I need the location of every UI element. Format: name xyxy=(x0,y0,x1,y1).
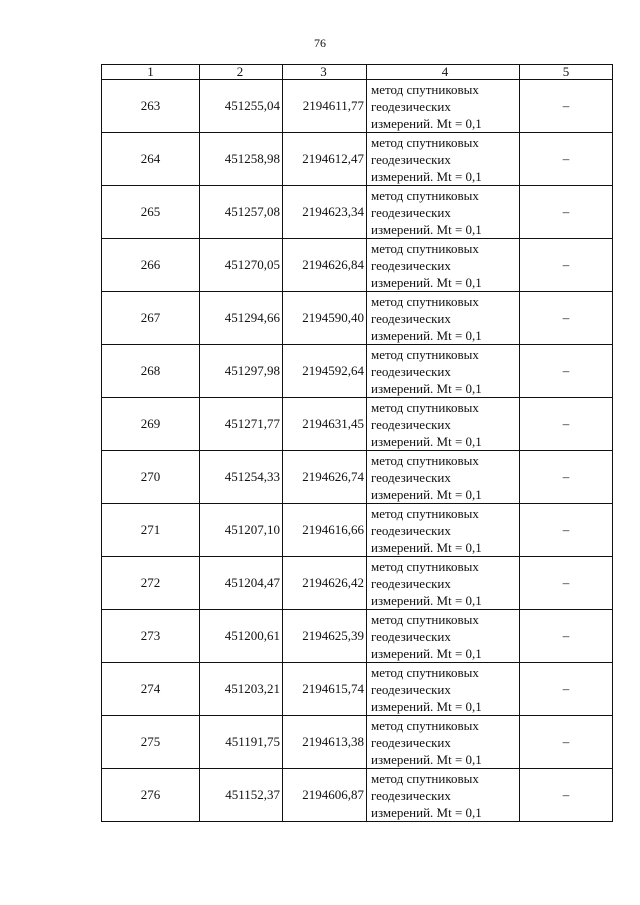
method-text-line: геодезических xyxy=(371,416,451,432)
method-text-line: метод спутниковых xyxy=(371,452,479,468)
column-header-2: 2 xyxy=(200,65,283,80)
y-coordinate-cell: 2194611,77 xyxy=(283,80,367,133)
note-cell: – xyxy=(520,398,613,451)
y-coordinate-cell: 2194606,87 xyxy=(283,769,367,822)
y-coordinate-cell: 2194615,74 xyxy=(283,663,367,716)
method-cell xyxy=(367,610,520,663)
method-text-line: метод спутниковых xyxy=(371,240,479,256)
y-coordinate-cell: 2194626,74 xyxy=(283,451,367,504)
method-text-line: геодезических xyxy=(371,681,451,697)
method-text-line: геодезических xyxy=(371,257,451,273)
method-text-line: метод спутниковых xyxy=(371,134,479,150)
column-header-3: 3 xyxy=(283,65,367,80)
point-number-cell: 268 xyxy=(102,345,200,398)
x-coordinate-cell: 451257,08 xyxy=(200,186,283,239)
table-row xyxy=(102,133,613,186)
x-coordinate-cell: 451203,21 xyxy=(200,663,283,716)
y-coordinate-cell: 2194590,40 xyxy=(283,292,367,345)
column-header-1: 1 xyxy=(102,65,200,80)
table-row xyxy=(102,504,613,557)
x-coordinate-cell: 451152,37 xyxy=(200,769,283,822)
method-text-line: метод спутниковых xyxy=(371,717,479,733)
x-coordinate-cell: 451191,75 xyxy=(200,716,283,769)
note-cell: – xyxy=(520,133,613,186)
method-cell xyxy=(367,398,520,451)
method-cell xyxy=(367,769,520,822)
method-text-line: метод спутниковых xyxy=(371,558,479,574)
method-cell xyxy=(367,716,520,769)
method-text-line: геодезических xyxy=(371,151,451,167)
method-text-line: измерений. Mt = 0,1 xyxy=(371,486,482,502)
point-number-cell: 267 xyxy=(102,292,200,345)
table-row xyxy=(102,716,613,769)
point-number-cell: 275 xyxy=(102,716,200,769)
y-coordinate-cell: 2194626,84 xyxy=(283,239,367,292)
method-text-line: метод спутниковых xyxy=(371,346,479,362)
x-coordinate-cell: 451255,04 xyxy=(200,80,283,133)
x-coordinate-cell: 451258,98 xyxy=(200,133,283,186)
note-cell: – xyxy=(520,451,613,504)
x-coordinate-cell: 451270,05 xyxy=(200,239,283,292)
method-cell xyxy=(367,186,520,239)
method-text-line: метод спутниковых xyxy=(371,187,479,203)
point-number-cell: 265 xyxy=(102,186,200,239)
method-text-line: измерений. Mt = 0,1 xyxy=(371,380,482,396)
page-number: 76 xyxy=(314,36,326,50)
table-row xyxy=(102,451,613,504)
method-text-line: измерений. Mt = 0,1 xyxy=(371,592,482,608)
point-number-cell: 276 xyxy=(102,769,200,822)
y-coordinate-cell: 2194612,47 xyxy=(283,133,367,186)
method-text-line: измерений. Mt = 0,1 xyxy=(371,804,482,820)
table-header-row xyxy=(102,65,613,80)
table-row xyxy=(102,557,613,610)
method-text-line: метод спутниковых xyxy=(371,664,479,680)
x-coordinate-cell: 451254,33 xyxy=(200,451,283,504)
x-coordinate-cell: 451271,77 xyxy=(200,398,283,451)
method-text-line: метод спутниковых xyxy=(371,293,479,309)
method-text-line: измерений. Mt = 0,1 xyxy=(371,698,482,714)
method-text-line: геодезических xyxy=(371,363,451,379)
table-row xyxy=(102,186,613,239)
y-coordinate-cell: 2194631,45 xyxy=(283,398,367,451)
method-text-line: метод спутниковых xyxy=(371,81,479,97)
method-cell xyxy=(367,133,520,186)
point-number-cell: 266 xyxy=(102,239,200,292)
point-number-cell: 269 xyxy=(102,398,200,451)
x-coordinate-cell: 451294,66 xyxy=(200,292,283,345)
method-text-line: измерений. Mt = 0,1 xyxy=(371,221,482,237)
method-text-line: измерений. Mt = 0,1 xyxy=(371,539,482,555)
point-number-cell: 263 xyxy=(102,80,200,133)
point-number-cell: 271 xyxy=(102,504,200,557)
coordinates-table xyxy=(101,64,613,822)
method-text-line: измерений. Mt = 0,1 xyxy=(371,433,482,449)
x-coordinate-cell: 451200,61 xyxy=(200,610,283,663)
y-coordinate-cell: 2194592,64 xyxy=(283,345,367,398)
method-text-line: метод спутниковых xyxy=(371,611,479,627)
note-cell: – xyxy=(520,663,613,716)
method-cell xyxy=(367,663,520,716)
note-cell: – xyxy=(520,716,613,769)
table-body xyxy=(102,80,613,822)
method-text-line: геодезических xyxy=(371,469,451,485)
method-cell xyxy=(367,345,520,398)
method-cell xyxy=(367,504,520,557)
table-row xyxy=(102,80,613,133)
note-cell: – xyxy=(520,292,613,345)
method-text-line: измерений. Mt = 0,1 xyxy=(371,274,482,290)
y-coordinate-cell: 2194623,34 xyxy=(283,186,367,239)
method-cell xyxy=(367,557,520,610)
method-text-line: метод спутниковых xyxy=(371,770,479,786)
method-cell xyxy=(367,451,520,504)
table-row xyxy=(102,345,613,398)
note-cell: – xyxy=(520,345,613,398)
x-coordinate-cell: 451297,98 xyxy=(200,345,283,398)
table-row xyxy=(102,239,613,292)
note-cell: – xyxy=(520,239,613,292)
method-cell xyxy=(367,239,520,292)
method-text-line: геодезических xyxy=(371,575,451,591)
y-coordinate-cell: 2194625,39 xyxy=(283,610,367,663)
point-number-cell: 273 xyxy=(102,610,200,663)
note-cell: – xyxy=(520,80,613,133)
method-text-line: метод спутниковых xyxy=(371,399,479,415)
method-text-line: метод спутниковых xyxy=(371,505,479,521)
note-cell: – xyxy=(520,557,613,610)
method-text-line: геодезических xyxy=(371,98,451,114)
y-coordinate-cell: 2194626,42 xyxy=(283,557,367,610)
note-cell: – xyxy=(520,610,613,663)
method-text-line: геодезических xyxy=(371,787,451,803)
column-header-4: 4 xyxy=(367,65,520,80)
x-coordinate-cell: 451207,10 xyxy=(200,504,283,557)
table-row xyxy=(102,663,613,716)
method-text-line: геодезических xyxy=(371,522,451,538)
method-text-line: геодезических xyxy=(371,310,451,326)
note-cell: – xyxy=(520,186,613,239)
point-number-cell: 270 xyxy=(102,451,200,504)
method-cell xyxy=(367,80,520,133)
column-header-5: 5 xyxy=(520,65,613,80)
y-coordinate-cell: 2194616,66 xyxy=(283,504,367,557)
x-coordinate-cell: 451204,47 xyxy=(200,557,283,610)
table-row xyxy=(102,398,613,451)
point-number-cell: 272 xyxy=(102,557,200,610)
method-text-line: геодезических xyxy=(371,204,451,220)
method-text-line: геодезических xyxy=(371,734,451,750)
note-cell: – xyxy=(520,504,613,557)
point-number-cell: 274 xyxy=(102,663,200,716)
y-coordinate-cell: 2194613,38 xyxy=(283,716,367,769)
note-cell: – xyxy=(520,769,613,822)
point-number-cell: 264 xyxy=(102,133,200,186)
table-row xyxy=(102,769,613,822)
method-text-line: измерений. Mt = 0,1 xyxy=(371,327,482,343)
method-text-line: измерений. Mt = 0,1 xyxy=(371,751,482,767)
method-text-line: измерений. Mt = 0,1 xyxy=(371,645,482,661)
table-row xyxy=(102,292,613,345)
method-text-line: измерений. Mt = 0,1 xyxy=(371,115,482,131)
method-cell xyxy=(367,292,520,345)
table-row xyxy=(102,610,613,663)
method-text-line: геодезических xyxy=(371,628,451,644)
method-text-line: измерений. Mt = 0,1 xyxy=(371,168,482,184)
